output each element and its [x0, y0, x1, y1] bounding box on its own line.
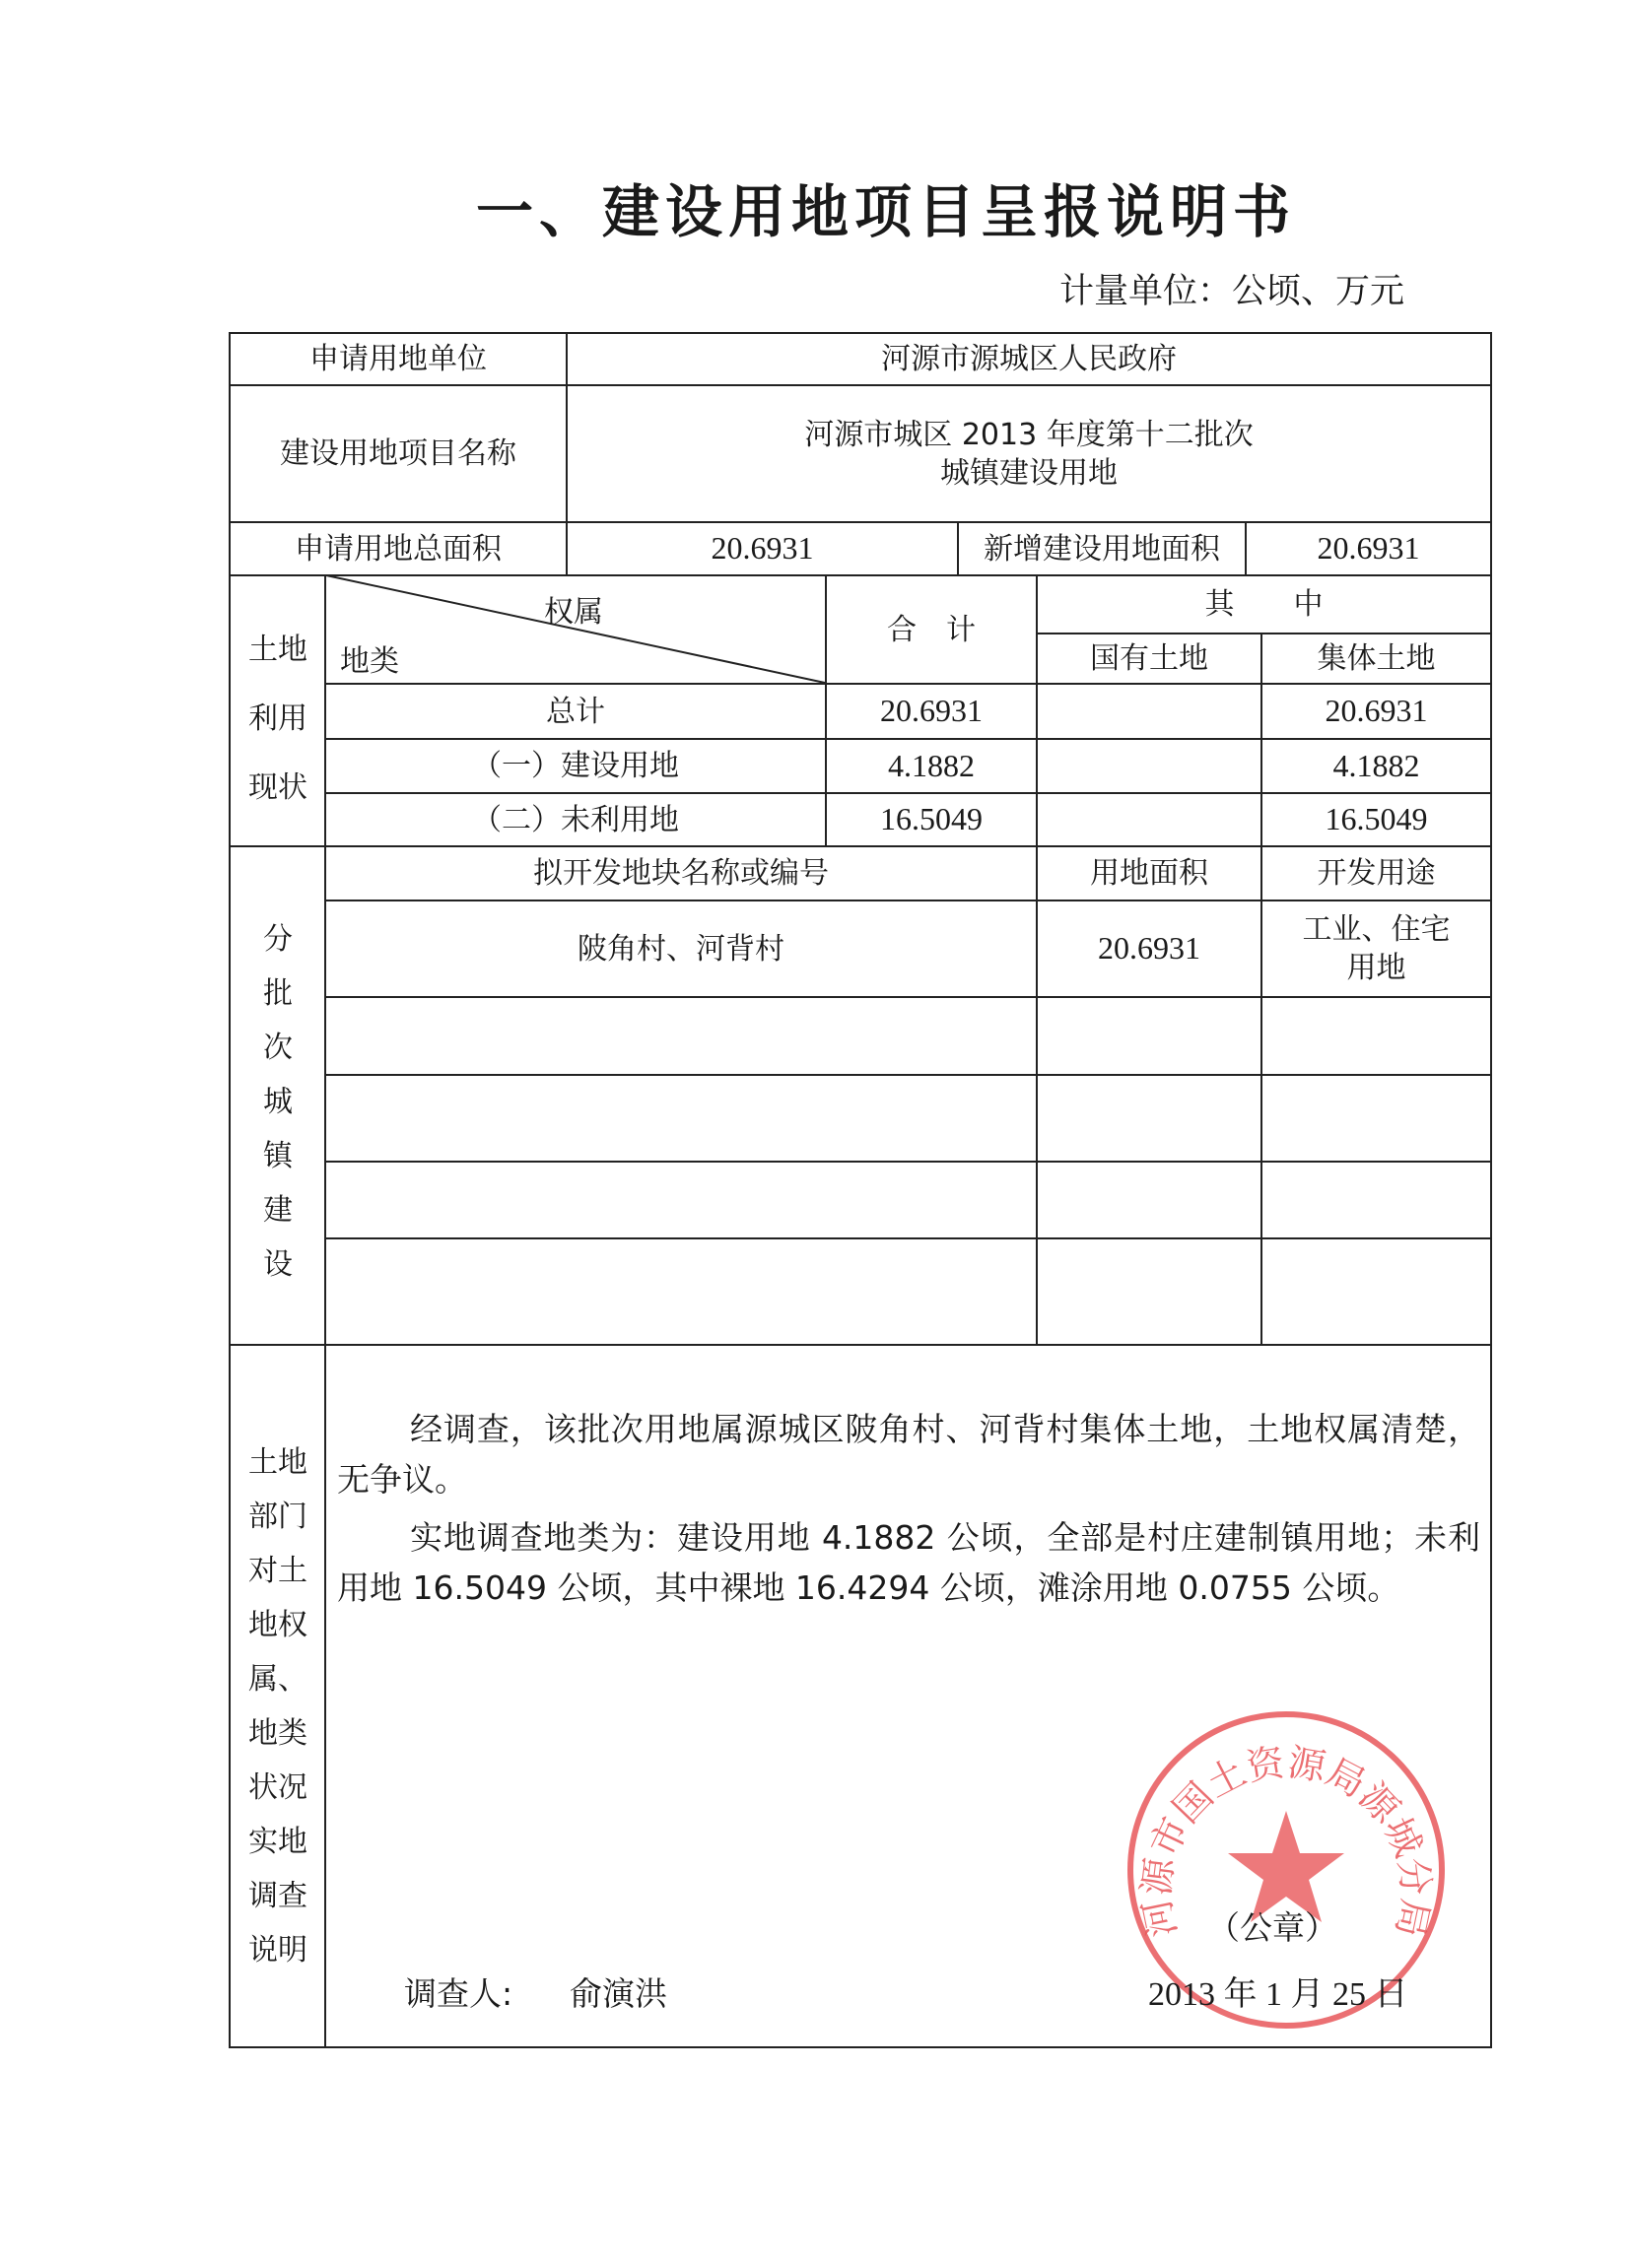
- table-border-left: [229, 332, 231, 2048]
- row-divider: [324, 996, 1492, 998]
- total-area-label: 申请用地总面积: [295, 531, 502, 567]
- land-use-row-name: 总计: [546, 694, 605, 729]
- row-divider: [324, 1074, 1492, 1076]
- batch-section-label: [233, 914, 323, 1294]
- survey-paragraph-1: 经调查，该批次用地属源城区陂角村、河背村集体土地，土地权属清楚，无争议。: [337, 1410, 1480, 1499]
- col-header-use: 开发用途: [1317, 856, 1436, 891]
- section-label-line: 现状: [248, 770, 307, 805]
- survey-section-label: [233, 1435, 323, 1977]
- investigator-name: 俞演洪: [570, 1974, 667, 2013]
- applicant-label: 申请用地单位: [309, 342, 487, 376]
- land-use-row-total: 16.5049: [880, 801, 983, 837]
- row-divider: [324, 1161, 1492, 1163]
- land-use-section-label: [233, 625, 323, 832]
- land-use-row-collective: 20.6931: [1325, 693, 1428, 729]
- measurement-units: 计量单位：公顷、万元: [1059, 272, 1405, 311]
- investigator-label: 调查人:: [404, 1974, 513, 2013]
- section-label-line: 设: [263, 1247, 293, 1282]
- section-label-line: 对土: [248, 1554, 307, 1588]
- project-value-line2: 城镇建设用地: [940, 455, 1118, 491]
- row-divider: [324, 1237, 1492, 1239]
- section-label-line: 实地: [248, 1825, 307, 1859]
- col-header-parcel-name: 拟开发地块名称或编号: [533, 856, 829, 891]
- new-area-label: 新增建设用地面积: [984, 531, 1220, 567]
- batch-row-use-line1: 工业、住宅: [1302, 912, 1451, 947]
- section-label-line: 建: [263, 1193, 293, 1228]
- land-use-row-collective: 16.5049: [1325, 801, 1428, 837]
- land-use-row-total: 4.1882: [888, 747, 975, 783]
- applicant-value: 河源市源城区人民政府: [881, 342, 1177, 376]
- section-label-line: 地类: [248, 1716, 307, 1751]
- table-border-right: [1490, 332, 1492, 2048]
- section-label-line: 状况: [248, 1770, 307, 1805]
- land-use-row-collective: 4.1882: [1332, 747, 1420, 783]
- section-label-line: 土地: [248, 1445, 307, 1480]
- col-header-collective-land: 集体土地: [1317, 641, 1436, 676]
- col-header-state-land: 国有土地: [1090, 641, 1208, 676]
- land-use-row-name: （二）未利用地: [472, 802, 679, 837]
- section-label-line: 土地: [248, 633, 307, 667]
- section-label-line: 镇: [263, 1139, 293, 1173]
- section-label-line: 城: [263, 1085, 293, 1119]
- land-use-row-total: 20.6931: [880, 693, 983, 729]
- land-use-row-name: （一）建设用地: [472, 749, 679, 783]
- seal-text: 河源市国土资源局源城分局: [1133, 1740, 1439, 1941]
- survey-date: 2013 年 1 月 25 日: [1148, 1976, 1408, 2013]
- batch-row-name: 陂角村、河背村: [578, 931, 784, 967]
- col-header-total: 合 计: [887, 612, 976, 647]
- diag-header-landtype: 地类: [340, 644, 399, 679]
- section-label-line: 地权: [248, 1608, 307, 1642]
- diag-header-ownership: 权属: [544, 595, 603, 630]
- section-label-line: 批: [263, 976, 293, 1011]
- section-label-line: 次: [263, 1031, 293, 1065]
- section-label-line: 调查: [248, 1879, 307, 1913]
- total-area-value: 20.6931: [711, 530, 814, 567]
- row-divider: [229, 1344, 1492, 1346]
- land-use-row-state: [1038, 740, 1260, 792]
- section-label-line: 部门: [248, 1500, 307, 1534]
- batch-row-use: [1262, 901, 1490, 996]
- project-value-line1: 河源市城区 2013 年度第十二批次: [804, 417, 1254, 452]
- col-header-of-which: 其 中: [1204, 587, 1324, 622]
- batch-row-area: 20.6931: [1098, 930, 1200, 967]
- project-value: [568, 386, 1490, 521]
- survey-paragraph-2: 实地调查地类为：建设用地 4.1882 公顷，全部是村庄建制镇用地；未利用地 16.5049 公顷，其中裸地 16.4294 公顷，滩涂用地 0.0755 公顷。: [337, 1518, 1480, 1607]
- land-use-row-state: [1038, 794, 1260, 845]
- col-header-area: 用地面积: [1090, 856, 1208, 891]
- batch-row-use-line2: 用地: [1346, 951, 1406, 985]
- section-label-line: 说明: [248, 1933, 307, 1968]
- section-label-line: 属、: [248, 1662, 307, 1697]
- section-label-line: 利用: [248, 701, 307, 736]
- table-border-bottom: [229, 2046, 1492, 2048]
- seal-note: （公章）: [1207, 1908, 1337, 1947]
- land-use-row-state: [1038, 685, 1260, 738]
- new-area-value: 20.6931: [1317, 530, 1420, 567]
- page-title: 一、建设用地项目呈报说明书: [476, 178, 1297, 245]
- section-label-line: 分: [263, 922, 293, 957]
- project-label: 建设用地项目名称: [280, 436, 516, 471]
